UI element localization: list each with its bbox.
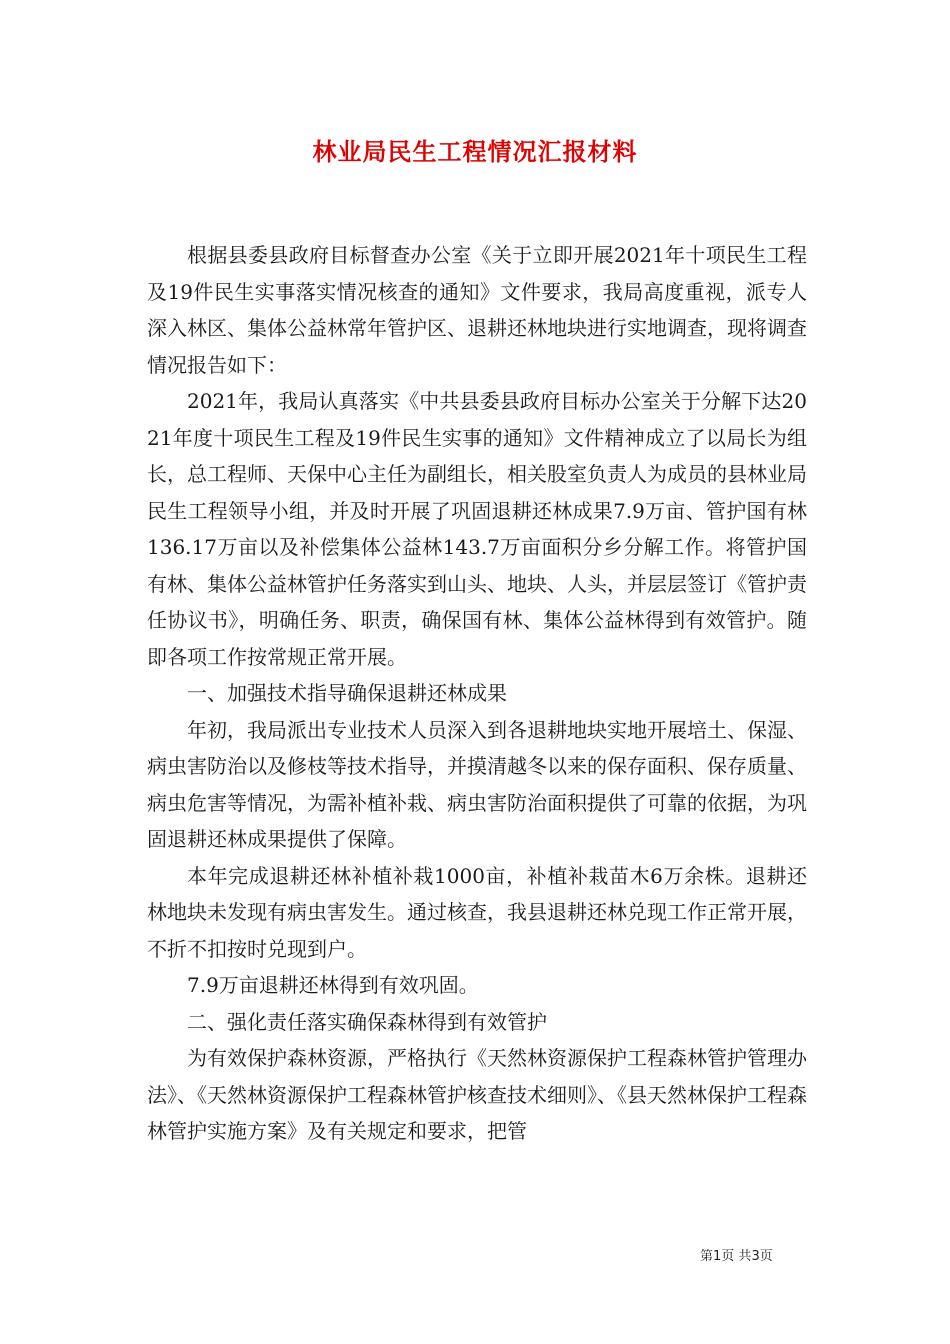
paragraph: 2021年，我局认真落实《中共县委县政府目标办公室关于分解下达2021年度十项民生工程及19件民生实事的通知》文件精神成立了以局长为组长，总工程师、天保中心主任为副组长，相关股室负责人为成员的县林业局民生工程领导小组，并及时开展了巩固退耕还林成果7.9万亩、管护国有林136.17万亩以及补偿集体公益林143.7万亩面积分乡分解工作。将管护国有林、集体公益林管护任务落实到山头、地块、人头，并层层签订《管护责任协议书》，明确任务、职责，确保国有林、集体公益林得到有效管护。随即各项工作按常规正常开展。 <box>147 389 807 669</box>
section-heading: 二、强化责任落实确保森林得到有效管护 <box>187 1009 547 1034</box>
paragraph: 本年完成退耕还林补植补栽1000亩，补植补栽苗木6万余株。退耕还林地块未发现有病虫害发生。通过核查，我县退耕还林兑现工作正常开展，不折不扣按时兑现到户。 <box>147 863 807 961</box>
footer-middle: 页 共 <box>721 1249 752 1264</box>
paragraph: 为有效保护森林资源，严格执行《天然林资源保护工程森林管护管理办法》、《天然林资源保护工程森林管护核查技术细则》、《县天然林保护工程森林管护实施方案》及有关规定和要求，把管 <box>147 1046 807 1143</box>
section-heading: 一、加强技术指导确保退耕还林成果 <box>187 681 507 705</box>
page-number-footer <box>700 1248 840 1266</box>
document-title: 林业局民生工程情况汇报材料 <box>312 137 638 166</box>
footer-total-pages: 3 <box>751 1249 760 1264</box>
footer-current-page: 1 <box>713 1249 722 1264</box>
document-body <box>147 237 807 1150</box>
footer-suffix: 页 <box>759 1249 773 1264</box>
footer-prefix: 第 <box>700 1249 714 1264</box>
paragraph: 年初，我局派出专业技术人员深入到各退耕地块实地开展培土、保湿、病虫害防治以及修枝等技术指导，并摸清越冬以来的保存面积、保存质量、病虫危害等情况，为需补植补栽、病虫害防治面积提供了可靠的依据，为巩固退耕还林成果提供了保障。 <box>147 717 807 851</box>
paragraph: 7.9万亩退耕还林得到有效巩固。 <box>187 973 479 997</box>
paragraph: 根据县委县政府目标督查办公室《关于立即开展2021年十项民生工程及19件民生实事落实情况核查的通知》文件要求，我局高度重视，派专人深入林区、集体公益林常年管护区、退耕还林地块进行实地调查，现将调查情况报告如下： <box>147 243 807 377</box>
